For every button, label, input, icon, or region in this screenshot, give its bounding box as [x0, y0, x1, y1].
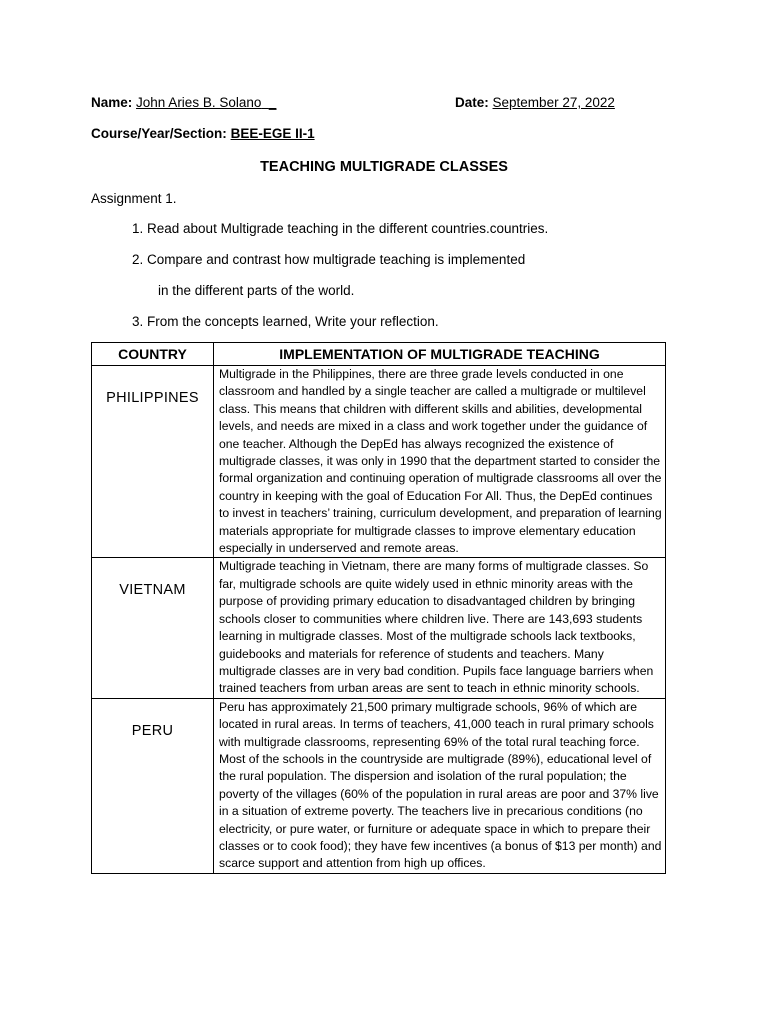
date-value: September 27, 2022	[492, 95, 615, 110]
assignment-item: 2. Compare and contrast how multigrade teaching is implemented	[132, 252, 526, 267]
column-header-country: COUNTRY	[92, 343, 214, 366]
column-header-implementation: IMPLEMENTATION OF MULTIGRADE TEACHING	[214, 343, 666, 366]
assignment-item-continued: in the different parts of the world.	[158, 283, 355, 298]
country-name: PHILIPPINES	[106, 390, 199, 406]
implementation-cell	[214, 698, 666, 873]
name-value: John Aries B. Solano _	[136, 95, 277, 110]
name-line	[91, 95, 276, 111]
country-cell	[92, 366, 214, 558]
country-cell	[92, 558, 214, 698]
course-value: BEE-EGE II-1	[230, 126, 315, 141]
course-line	[91, 126, 315, 142]
country-name: PERU	[131, 722, 174, 739]
country-cell	[92, 698, 214, 873]
course-label: Course/Year/Section:	[91, 126, 227, 141]
page-title: TEACHING MULTIGRADE CLASSES	[260, 159, 508, 175]
name-label: Name:	[91, 95, 133, 110]
implementation-text: Multigrade in the Philippines, there are three grade levels conducted in one classroom and handled by a single teacher are called a multigrade or multilevel class. This means that children with different skills and abilities, developmental levels, and needs are mixed in a class and work together under the guidance of one teacher. Although the DepEd has always recognized the existence of multigrade classes, it was only in 1990 that the department started to consider the formal organization and continuing operation of multigrade classrooms all over the country in keeping with the goal of Education For All. Thus, the DepEd continues to invest in teachers’ training, curriculum development, and preparation of learning materials appropriate for multigrade classes to improve elementary education especially in underserved and remote areas.	[219, 367, 662, 556]
assignment-heading: Assignment 1.	[91, 191, 177, 206]
table-row	[92, 366, 666, 558]
table-row	[92, 698, 666, 873]
table-header-row	[92, 343, 666, 366]
implementation-text: Peru has approximately 21,500 primary multigrade schools, 96% of which are located in rural areas. In terms of teachers, 41,000 teach in rural primary schools with multigrade classrooms, representing 69% of the total rural teaching force. Most of the schools in the countryside are multigrade (89%), educational level of the rural population. The dispersion and isolation of the rural population; the poverty of the villages (60% of the population in rural areas are poor and 37% live in a situation of extreme poverty. The teachers live in precarious conditions (no electricity, or pure water, or furniture or adequate space in which to prepare their classes or to cook food); they have few incentives (a bonus of $13 per month) and scarce support and attention from high up offices.	[219, 699, 662, 871]
country-name: VIETNAM	[119, 582, 186, 599]
date-label: Date:	[455, 95, 489, 110]
date-line	[455, 95, 615, 111]
implementation-cell	[214, 366, 666, 558]
implementation-table	[91, 342, 666, 874]
assignment-item: 3. From the concepts learned, Write your reflection.	[132, 314, 439, 329]
implementation-cell	[214, 558, 666, 698]
assignment-item: 1. Read about Multigrade teaching in the different countries.countries.	[132, 221, 549, 236]
table-row	[92, 558, 666, 698]
implementation-text: Multigrade teaching in Vietnam, there are many forms of multigrade classes. So far, multigrade schools are quite widely used in ethnic minority areas with the purpose of providing primary education to disadvantaged children by bringing schools closer to communities where children live. There are 143,693 students learning in multigrade classes. Most of the multigrade schools lack textbooks, guidebooks and materials for reference of students and teachers. Many multigrade classes are in very bad condition. Pupils face language barriers when trained teachers from urban areas are sent to teach in ethnic minority schools.	[219, 559, 654, 696]
